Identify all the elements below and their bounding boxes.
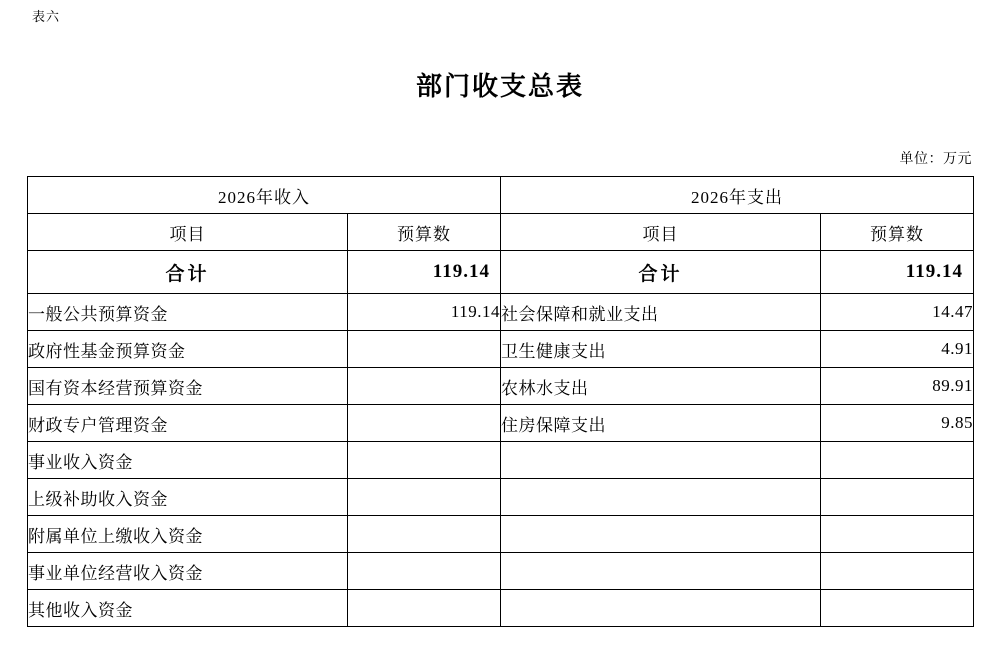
- income-amount: [348, 331, 501, 368]
- unit-note: 单位：万元: [899, 152, 972, 167]
- expense-item: 卫生健康支出: [501, 331, 821, 368]
- income-amount: 119.14: [348, 294, 501, 331]
- group-header-income: 2026年收入: [28, 177, 501, 214]
- income-item: 其他收入资金: [28, 590, 348, 627]
- income-item: 政府性基金预算资金: [28, 331, 348, 368]
- table-row: [28, 516, 974, 553]
- expense-amount: 9.85: [821, 405, 974, 442]
- income-amount: [348, 442, 501, 479]
- expense-amount: [821, 442, 974, 479]
- page-title: 部门收支总表: [415, 71, 584, 101]
- expense-item: [501, 590, 821, 627]
- income-amount: [348, 590, 501, 627]
- income-amount: [348, 405, 501, 442]
- income-item: 附属单位上缴收入资金: [28, 516, 348, 553]
- expense-item: [501, 442, 821, 479]
- total-income-amount: 119.14: [348, 251, 501, 294]
- total-expense-label: 合计: [501, 251, 821, 294]
- expense-item: [501, 479, 821, 516]
- group-header-expense: 2026年支出: [501, 177, 974, 214]
- table-row: [28, 553, 974, 590]
- column-header-income-amount: 预算数: [348, 214, 501, 251]
- expense-amount: 4.91: [821, 331, 974, 368]
- table-row: [28, 294, 974, 331]
- expense-amount: [821, 479, 974, 516]
- expense-item: [501, 516, 821, 553]
- table-row: [28, 442, 974, 479]
- income-item: 国有资本经营预算资金: [28, 368, 348, 405]
- table-total-row: [28, 251, 974, 294]
- column-header-income-item: 项目: [28, 214, 348, 251]
- table-row: [28, 479, 974, 516]
- expense-item: [501, 553, 821, 590]
- table-row: [28, 405, 974, 442]
- table-label: 表六: [32, 9, 61, 24]
- income-item: 事业单位经营收入资金: [28, 553, 348, 590]
- income-amount: [348, 479, 501, 516]
- table-column-header-row: [28, 214, 974, 251]
- expense-amount: 89.91: [821, 368, 974, 405]
- table-row: [28, 590, 974, 627]
- income-item: 事业收入资金: [28, 442, 348, 479]
- income-item: 财政专户管理资金: [28, 405, 348, 442]
- table-group-header-row: [28, 177, 974, 214]
- expense-amount: [821, 516, 974, 553]
- total-income-label: 合计: [28, 251, 348, 294]
- income-amount: [348, 553, 501, 590]
- table-row: [28, 331, 974, 368]
- expense-item: 住房保障支出: [501, 405, 821, 442]
- expense-amount: [821, 590, 974, 627]
- income-item: 一般公共预算资金: [28, 294, 348, 331]
- expense-item: 农林水支出: [501, 368, 821, 405]
- total-expense-amount: 119.14: [821, 251, 974, 294]
- income-amount: [348, 368, 501, 405]
- column-header-expense-item: 项目: [501, 214, 821, 251]
- budget-summary-table: [27, 176, 974, 627]
- income-amount: [348, 516, 501, 553]
- expense-amount: [821, 553, 974, 590]
- table-row: [28, 368, 974, 405]
- income-item: 上级补助收入资金: [28, 479, 348, 516]
- column-header-expense-amount: 预算数: [821, 214, 974, 251]
- expense-item: 社会保障和就业支出: [501, 294, 821, 331]
- expense-amount: 14.47: [821, 294, 974, 331]
